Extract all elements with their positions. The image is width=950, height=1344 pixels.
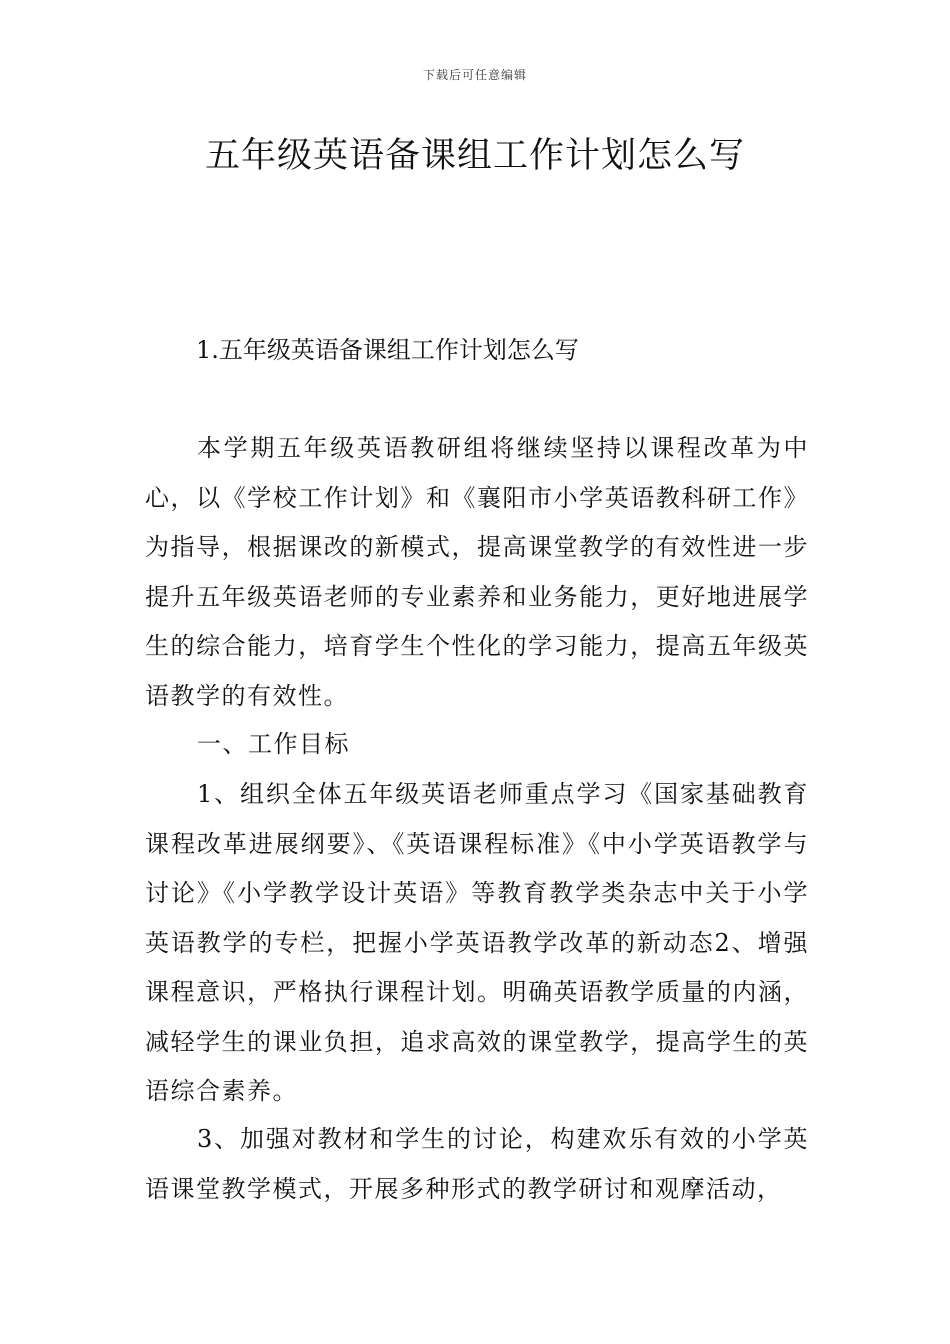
paragraph-goal-1-2: 1、组织全体五年级英语老师重点学习《国家基础教育课程改革进展纲要》、《英语课程标准》《中小学英语教学与讨论》《小学教学设计英语》等教育教学类杂志中关于小学英语教学的专栏，把握小学英语教学改革的新动态2、增强课程意识，严格执行课程计划。明确英语教学质量的内涵，减轻学生的课业负担，追求高效的课堂教学，提高学生的英语综合素养。 bbox=[145, 780, 809, 1105]
heading-work-goals: 一、工作目标 bbox=[197, 730, 350, 758]
section-heading: 1.五年级英语备课组工作计划怎么写 bbox=[196, 336, 579, 364]
document-title: 五年级英语备课组工作计划怎么写 bbox=[204, 136, 745, 176]
paragraph-goal-3: 3、加强对教材和学生的讨论，构建欢乐有效的小学英语课堂教学模式，开展多种形式的教学研讨和观摩活动， bbox=[145, 1125, 809, 1203]
header-note: 下载后可任意编辑 bbox=[422, 68, 527, 82]
paragraph-intro: 本学期五年级英语教研组将继续坚持以课程改革为中心，以《学校工作计划》和《襄阳市小学英语教科研工作》为指导，根据课改的新模式，提高课堂教学的有效性进一步提升五年级英语老师的专业素养和业务能力，更好地进展学生的综合能力，培育学生个性化的学习能力，提高五年级英语教学的有效性。 bbox=[145, 434, 809, 710]
